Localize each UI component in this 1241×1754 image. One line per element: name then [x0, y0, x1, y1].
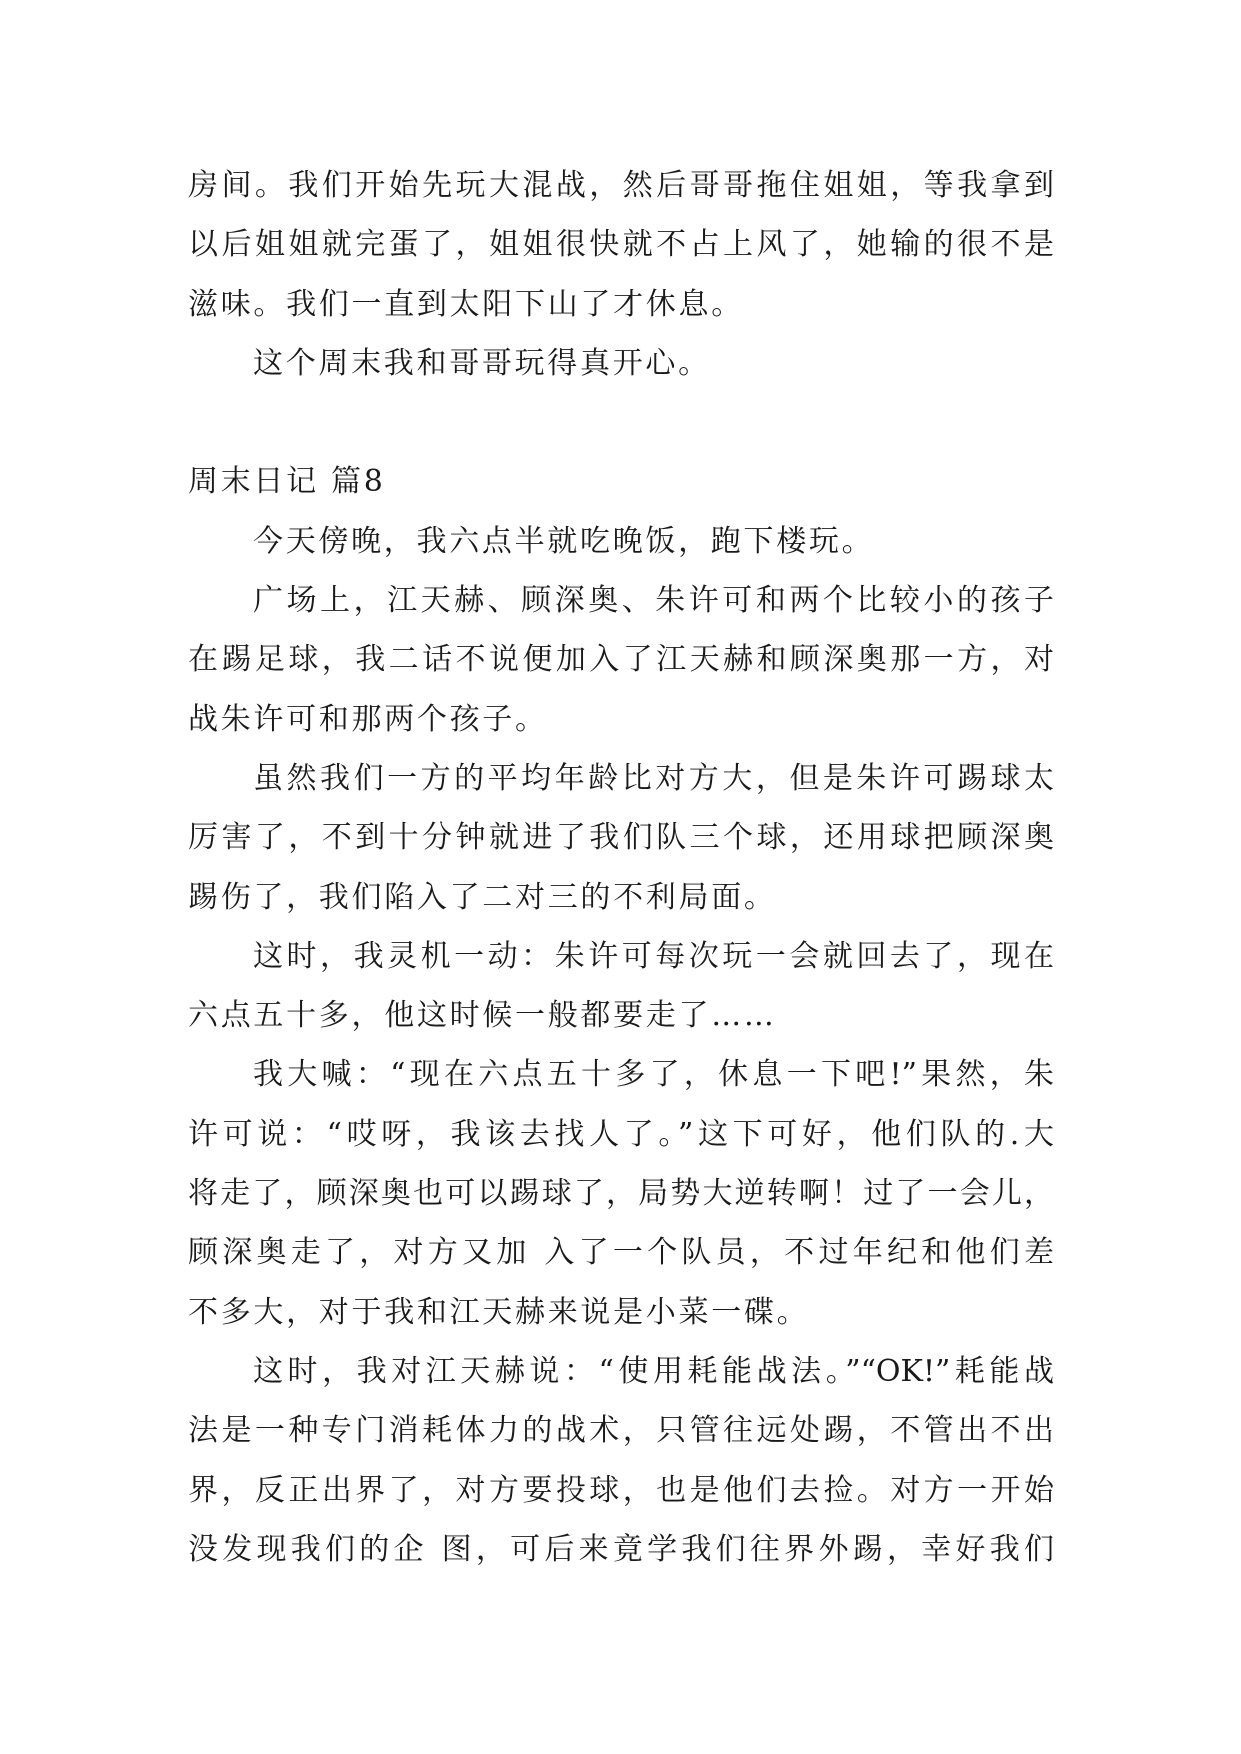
- document-page: [188, 156, 1054, 1579]
- text-line: 法是一种专门消耗体力的战术，只管往远处踢，不管出不出: [188, 1413, 1054, 1449]
- text-line: 在踢足球，我二话不说便加入了江天赫和顾深奥那一方，对: [188, 642, 1054, 678]
- text-line: 这个周末我和哥哥玩得真开心。: [253, 345, 711, 381]
- text-line: 以后姐姐就完蛋了，姐姐很快就不占上风了，她输的很不是: [188, 227, 1054, 263]
- text-line: 不多大，对于我和江天赫来说是小菜一碟。: [188, 1294, 810, 1330]
- text-line: 战朱许可和那两个孩子。: [188, 701, 548, 737]
- entry-title: 周末日记 篇8: [188, 464, 386, 500]
- text-line: 广场上，江天赫、顾深奥、朱许可和两个比较小的孩子: [253, 583, 1054, 619]
- text-line: 六点五十多，他这时候一般都要走了……: [188, 998, 777, 1034]
- text-line: 厉害了，不到十分钟就进了我们队三个球，还用球把顾深奥: [188, 820, 1054, 856]
- text-line: 我大喊：“现在六点五十多了，休息一下吧!”果然，朱: [253, 1057, 1054, 1093]
- text-line: 虽然我们一方的平均年龄比对方大，但是朱许可踢球太: [253, 760, 1054, 796]
- paragraph: [188, 927, 1054, 1046]
- text-line: 顾深奥走了，对方又加 入了一个队员，不过年纪和他们差: [188, 1235, 1054, 1271]
- text-line: 这时，我灵机一动：朱许可每次玩一会就回去了，现在: [253, 938, 1054, 974]
- paragraph: [188, 334, 1054, 393]
- paragraph: [188, 1045, 1054, 1341]
- text-line: 房间。我们开始先玩大混战，然后哥哥拖住姐姐，等我拿到: [188, 168, 1054, 203]
- paragraph: [188, 512, 1054, 571]
- text-line: 踢伤了，我们陷入了二对三的不利局面。: [188, 879, 777, 915]
- text-line: 将走了，顾深奥也可以踢球了，局势大逆转啊！过了一会儿，: [188, 1176, 1054, 1212]
- text-line: 界，反正出界了，对方要投球，也是他们去捡。对方一开始: [188, 1472, 1054, 1508]
- text-line: 许可说：“哎呀，我该去找人了。”这下可好，他们队的.大: [188, 1116, 1054, 1152]
- text-line: 没发现我们的企 图，可后来竟学我们往界外踢，幸好我们: [188, 1531, 1054, 1567]
- text-line: 今天傍晚，我六点半就吃晚饭，跑下楼玩。: [253, 523, 875, 559]
- paragraph: [188, 156, 1054, 334]
- paragraph: [188, 571, 1054, 749]
- paragraph: [188, 1342, 1054, 1579]
- text-line: 这时，我对江天赫说：“使用耗能战法。”“OK!”耗能战: [253, 1353, 1054, 1389]
- paragraph: [188, 749, 1054, 927]
- text-line: 滋味。我们一直到太阳下山了才休息。: [188, 286, 744, 322]
